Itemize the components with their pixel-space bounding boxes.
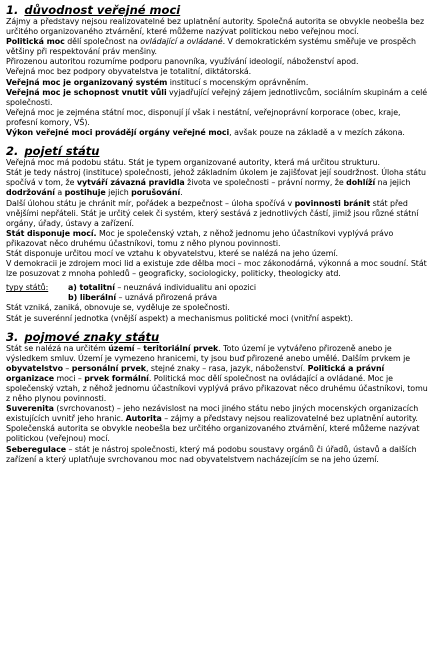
paragraph: Veřejná moc je zejména státní moc, disponují jí však i nestátní, veřejnoprávní korporace (obec, kraje, profesní komory, VŠ). [6, 107, 401, 127]
state-type-key: a) totalitní [68, 283, 115, 293]
paragraph: Politická moc dělí společnost na ovládající a ovládané. V demokratickém systému směřuje ve prospěch většiny při respektování práv menšiny. [6, 37, 416, 57]
section-title: pojetí státu [24, 144, 100, 159]
paragraph: Stát disponuje určitou mocí ve vztahu k obyvatelstvu, které se nalézá na jeho území. [6, 248, 338, 258]
paragraph: Stát vzniká, zaniká, obnovuje se, vyděluje ze společnosti. [6, 303, 230, 313]
section-1-heading [6, 3, 429, 17]
paragraph: Stát se nalézá na určitém území – teritoriální prvek. Toto území je vytvářeno přirozeně anebo je výsledkem smluv. Území je vymezeno hranicemi, ty jsou buď přirozené anebo umělé. Dalším prvkem je obyvatelstvo – personální prvek, stejné znaky – rasa, jazyk, náboženství. Politická a právní organizace moci – prvek formální. Politická moc dělí společnost na ovládající a ovládané. Moc je společenský vztah, z něhož jednomu účastníkovi vyplývá právo přikazovat něco druhému účastníkovi, tomu z něho plynou povinnosti. [6, 343, 428, 404]
paragraph: Seberegulace – stát je nástroj společnosti, který má podobu soustavy orgánů či úřadů, ústavů a dalších zařízení a který uplatňuje svrchovanou moc nad obyvatelstvem nacházejícím se na jeho území. [6, 444, 417, 464]
paragraph: Výkon veřejné moci provádějí orgány veřejné moci, avšak pouze na základě a v mezích zákona. [6, 128, 405, 138]
paragraph: Veřejná moc je organizovaný systém institucí s mocenským oprávněním. [6, 77, 309, 87]
paragraph: Veřejná moc je schopnost vnutit vůli vyjadřující veřejný zájem jednotlivcům, sociálním skupinám a celé společnosti. [6, 87, 428, 107]
section-2-heading [6, 144, 429, 158]
paragraph: Zájmy a představy nejsou realizovatelné bez uplatnění autority. Společná autorita se obvykle neobešla bez určitého organizovaného ztvárnění, které můžeme nazývat politickou nebo veřejnou mocí. [6, 17, 425, 37]
paragraph: Stát je suverénní jednotka (vnější aspekt) a mechanismus politické moci (vnitřní aspekt). [6, 313, 353, 323]
state-types-list: typy států: a) totalitní – neuznává individualitu ani opozici [6, 283, 256, 293]
section-3-heading [6, 330, 429, 344]
paragraph: Veřejná moc bez podpory obyvatelstva je totalitní, diktátorská. [6, 67, 252, 77]
section-number: 3. [6, 329, 19, 344]
section-number: 1. [6, 3, 19, 17]
paragraph: Veřejná moc má podobu státu. Stát je typem organizované autority, která má určitou strukturu. [6, 158, 380, 168]
state-types-label: typy států: [6, 283, 49, 293]
paragraph: Stát disponuje mocí. Moc je společenský vztah, z něhož jednomu jeho účastníkovi vyplývá právo přikazovat něco druhému účastníkovi, tomu z něho plynou povinnosti. [6, 228, 394, 248]
state-type-key: b) liberální [68, 293, 117, 303]
paragraph: Suverenita (svrchovanost) – jeho nezávislost na moci jiného státu nebo jiných mocenských organizacích existujících uvnitř jeho hranic. Autorita – zájmy a představy nejsou realizovatelné bez uplatnění autority. Společenská autorita se obvykle neobešla bez určitého organizovaného ztvárnění, které můžeme nazývat politickou (veřejnou) mocí. [6, 404, 420, 444]
paragraph: Další úlohou státu je chránit mír, pořádek a bezpečnost – úloha spočívá v povinnosti bránit stát před vnějšími nepřáteli. Stát je určitý celek či systém, který sestává z jednotlivých částí, jimiž jsou různé státní orgány, úřady, ústavy a zařízení. [6, 198, 419, 228]
paragraph: V demokracii je zdrojem moci lid a existuje zde dělba moci – moc zákonodárná, výkonná a moc soudní. Stát lze posuzovat z mnoha pohledů – geograficky, sociologicky, politicky, theologicky atd. [6, 259, 427, 279]
document-page [6, 3, 429, 465]
section-title: důvodnost veřejné moci [24, 3, 181, 17]
paragraph: Přirozenou autoritou rozumíme podporu panovníka, využívání ideologií, náboženství apod. [6, 57, 359, 67]
section-number: 2. [6, 144, 19, 159]
state-types-list-item: b) liberální – uznává přirozená práva [68, 293, 218, 303]
section-title: pojmové znaky státu [24, 329, 160, 344]
paragraph: Stát je tedy nástroj (instituce) společnosti, jehož základním úkolem je zajišťovat její soudržnost. Úloha státu spočívá v tom, že vytváří závazná pravidla života ve společnosti – právní normy, že dohlíží na jejich dodržování a postihuje jejich porušování. [6, 168, 426, 198]
